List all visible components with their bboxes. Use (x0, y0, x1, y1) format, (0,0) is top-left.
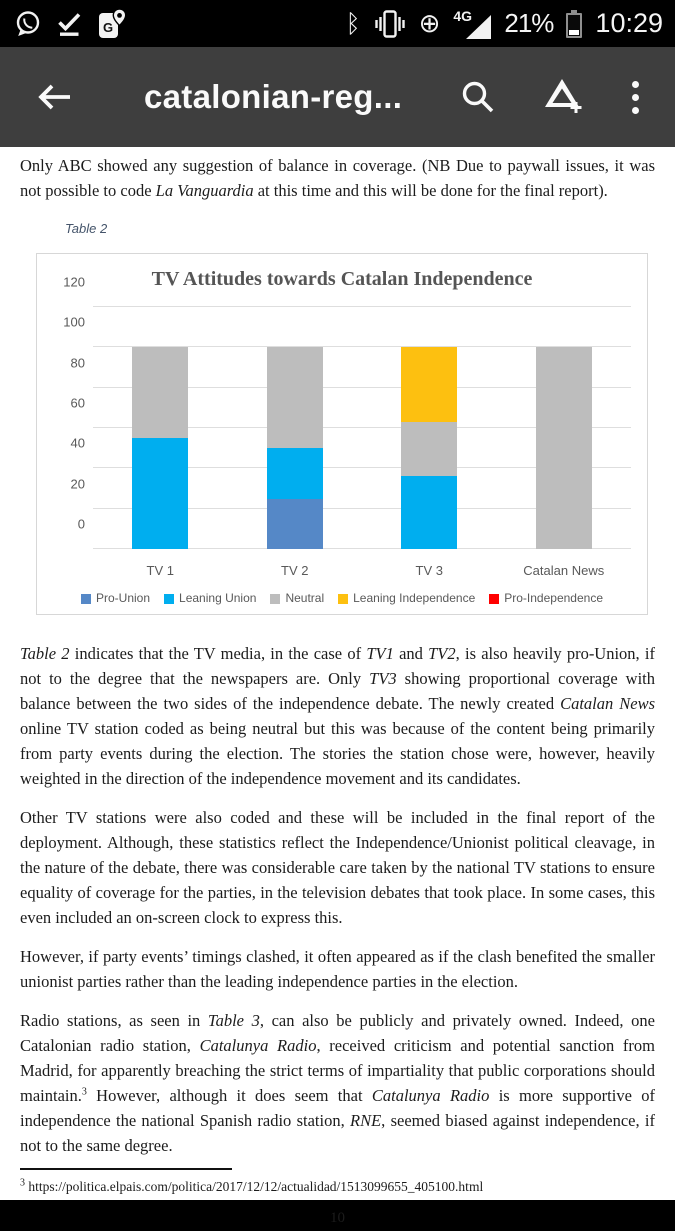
text-run: Catalan News (560, 694, 656, 713)
legend-item (81, 586, 150, 611)
text-run: Catalunya Radio (199, 1036, 317, 1055)
back-arrow-icon[interactable] (34, 79, 74, 115)
page-number: 10 (330, 1210, 345, 1226)
text-run: However, if party events’ timings clashed, it often appeared as if the clash benefited the smaller unionist parties rather than the leading independence parties in the election. (20, 947, 655, 991)
y-tick-label: 80 (70, 355, 85, 371)
legend-label: Leaning Independence (353, 591, 476, 605)
bar-segment (267, 448, 323, 498)
legend-item (338, 586, 475, 611)
bar-segment (267, 499, 323, 549)
legend-label: Leaning Union (179, 591, 257, 605)
text-run: TV2 (428, 644, 456, 663)
document-title: catalonian-reg... (144, 78, 403, 115)
legend-label: Pro-Union (96, 591, 151, 605)
legend-swatch (270, 594, 280, 604)
chart-title: TV Attitudes towards Catalan Independence (151, 268, 533, 290)
search-icon[interactable] (460, 79, 496, 115)
overflow-menu-icon[interactable] (630, 79, 641, 116)
stacked-bar (401, 307, 457, 549)
legend-item (489, 586, 603, 611)
table-caption: Table 2 (65, 221, 108, 236)
bar-column-tv-3 (362, 307, 497, 549)
legend-label: Pro-Independence (504, 591, 603, 605)
y-tick-label: 0 (77, 516, 85, 532)
app-bar (0, 47, 675, 147)
text-run: online TV station coded as being neutral but this was because of the content being primarily from party events during the election. The stories the station chose were, however, heavily weighted in the direction of the independence movement and its candidates. (20, 719, 655, 788)
footnote (20, 1174, 655, 1199)
text-run: TV1 (366, 644, 394, 663)
text-run: However, although it does seem that (86, 1086, 372, 1105)
svg-text:G: G (103, 19, 114, 35)
bluetooth-icon: ᛒ (345, 9, 361, 38)
battery-icon (566, 13, 582, 38)
legend-item (164, 586, 256, 611)
x-tick-label: TV 2 (281, 563, 309, 578)
x-tick-label: TV 1 (146, 563, 174, 578)
maps-icon (96, 8, 128, 40)
bar-segment (401, 347, 457, 422)
y-tick-label: 40 (70, 435, 85, 451)
download-done-icon (55, 10, 83, 38)
whatsapp-icon (12, 9, 42, 39)
y-tick-label: 100 (63, 314, 85, 330)
body-paragraph-3 (20, 944, 655, 994)
text-run: La Vanguardia (155, 181, 254, 200)
chart-x-axis (93, 558, 631, 583)
legend-swatch (164, 594, 174, 604)
legend-swatch (81, 594, 91, 604)
legend-item (270, 586, 324, 611)
add-to-drive-icon[interactable] (542, 78, 584, 116)
text-run: , can also be publicly and privately owned. Indeed, one Catalonian radio station, (20, 1011, 655, 1055)
text-run: , is also heavily pro-Union, if not to the degree that the newspapers are. Only (20, 644, 655, 688)
text-run: https://politica.elpais.com/politica/2017/12/12/actualidad/1513099655_405100.html (25, 1179, 484, 1194)
x-tick-label: Catalan News (523, 563, 605, 578)
bar-segment (401, 422, 457, 476)
text-run: Only ABC showed any suggestion of balance in coverage. (NB Due to paywall issues, it was not possible to code (20, 156, 655, 200)
bar-column-tv-2 (228, 307, 363, 549)
text-run: is more supportive of independence the national Spanish radio station, (20, 1086, 655, 1130)
chart-frame (36, 253, 648, 615)
body-paragraph-1 (20, 641, 655, 791)
status-time: 10:29 (595, 8, 663, 38)
text-run: and (393, 644, 429, 663)
bar-segment (536, 347, 592, 549)
text-run: Table 2 (20, 644, 70, 663)
footnote-divider (20, 1168, 232, 1170)
signal-4g-icon (453, 9, 491, 39)
bar-column-tv-1 (93, 307, 228, 549)
stacked-bar (132, 307, 188, 549)
bar-segment (132, 347, 188, 438)
text-run: TV3 (369, 669, 397, 688)
legend-swatch (338, 594, 348, 604)
body-paragraph-4 (20, 1008, 655, 1158)
bar-segment (401, 476, 457, 549)
text-run: RNE (350, 1111, 382, 1130)
text-run: indicates that the TV media, in the case of (69, 644, 367, 663)
body-paragraph-2 (20, 805, 655, 930)
data-saver-icon: ⊕ (418, 8, 441, 39)
bar-segment (132, 438, 188, 549)
bar-segment (267, 347, 323, 448)
legend-label: Neutral (285, 591, 325, 605)
vibrate-icon (374, 9, 406, 39)
legend-swatch (489, 594, 499, 604)
signal-4g-label: 4G (453, 7, 473, 24)
bar-column-catalan-news (497, 307, 632, 549)
y-tick-label: 60 (70, 395, 85, 411)
text-run: Table 3 (207, 1011, 260, 1030)
stacked-bar (267, 307, 323, 549)
text-run: Other TV stations were also coded and these will be included in the final report of the deployment. Although, these statistics reflect the Independence/Unionist political cleavage, in the nature of the debate, there was considerable care taken by the national TV stations to ensure equality of coverage for the parties, in the television debates that took place. In some cases, this even included an on-screen clock to express this. (20, 808, 655, 927)
text-run: showing proportional coverage with balance between the two sides of the independence debate. The newly created (20, 669, 655, 713)
y-tick-label: 20 (70, 476, 85, 492)
x-tick-label: TV 3 (415, 563, 443, 578)
text-run: 3 (20, 1177, 25, 1189)
text-run: at this time and this will be done for the final report). (253, 181, 608, 200)
y-tick-label: 120 (63, 274, 85, 290)
intro-paragraph (20, 147, 655, 203)
stacked-bar (536, 307, 592, 549)
text-run: Catalunya Radio (371, 1086, 490, 1105)
text-run: , received criticism and potential sanction from Madrid, for apparently breaching the strict terms of impartiality that public corporations should maintain. (20, 1036, 655, 1105)
text-run: 3 (81, 1086, 87, 1098)
chart-bars (93, 307, 631, 549)
chart-legend (37, 586, 647, 611)
document-page[interactable] (0, 147, 675, 1226)
text-run: Radio stations, as seen in (20, 1011, 208, 1030)
status-bar (0, 0, 675, 47)
battery-percent: 21% (504, 8, 554, 38)
text-run: , seemed biased against independence, if not to the same degree. (20, 1111, 655, 1155)
